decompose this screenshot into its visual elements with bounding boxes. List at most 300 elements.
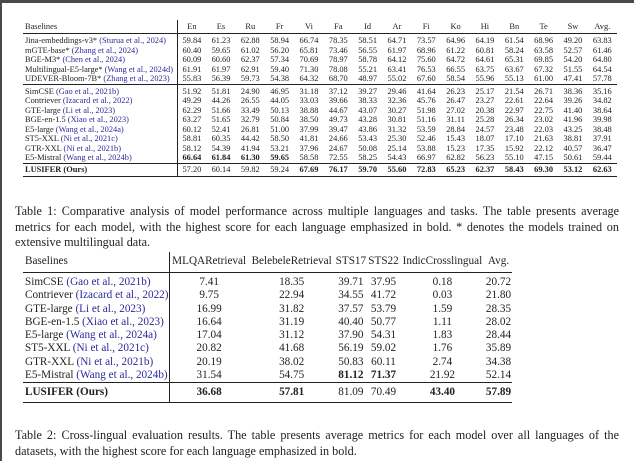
citation-link[interactable]: (Izacard et al., 2022) [75, 289, 169, 302]
score-cell: 61.46 [592, 45, 612, 55]
score-cell: 52.46 [416, 134, 436, 143]
score-cell: 35.89 [485, 342, 512, 355]
score-cell: 66.97 [416, 153, 436, 162]
score-cell: 44.42 [240, 134, 260, 143]
column-header-sw: Sw [567, 21, 579, 31]
score-cell: 58.50 [270, 134, 290, 143]
score-cell: 76.17 [328, 164, 348, 174]
score-cell: 28.35 [485, 302, 512, 315]
score-cell: 63.75 [475, 64, 495, 74]
score-cell: 57.20 [182, 164, 202, 174]
score-cell: 30.81 [387, 115, 407, 124]
score-cell: 76.53 [416, 64, 436, 74]
score-cell: 55.02 [387, 74, 407, 83]
column-header-hi: Hi [480, 21, 490, 31]
score-cell: 59.84 [182, 36, 202, 45]
score-cell: 62.37 [475, 164, 495, 174]
column-header-mlqaretrieval: MLQARetrieval [172, 255, 247, 268]
score-cell: 61.02 [240, 45, 260, 55]
score-cell: 63.67 [504, 64, 524, 74]
score-cell: 68.70 [328, 74, 348, 83]
score-cell: 39.47 [328, 124, 348, 134]
citation-link[interactable]: (Wang et al., 2024d) [104, 64, 174, 74]
score-cell: 53.79 [370, 302, 397, 315]
table-row [23, 125, 617, 135]
table-row [23, 115, 617, 125]
score-cell: 58.43 [504, 164, 524, 174]
score-cell: 43.86 [358, 124, 378, 134]
score-cell: 58.51 [358, 36, 378, 45]
score-cell: 68.96 [534, 36, 554, 45]
row-group-1 [23, 34, 617, 85]
score-cell: 36.68 [196, 386, 222, 399]
score-cell: 81.09 [338, 386, 364, 399]
score-cell: 69.30 [534, 164, 554, 174]
score-cell: 54.39 [211, 143, 231, 153]
baseline-cell [23, 125, 177, 135]
score-cell: 24.90 [240, 86, 260, 96]
score-cell: 60.12 [182, 124, 202, 134]
score-cell: 50.61 [563, 153, 583, 162]
column-header-bn: Bn [509, 21, 520, 31]
model-name: BGE-en-1.5 [25, 315, 80, 328]
table-2-caption: Table 2: Cross-lingual evaluation results. The table presents average metrics for each model over all languages of the datasets, with the highest score for each language emphasized in bold. [15, 428, 619, 458]
score-cell: 1.83 [432, 329, 453, 342]
baseline-cell [23, 273, 169, 290]
score-cell: 18.07 [475, 134, 495, 143]
score-cell: 48.97 [358, 74, 378, 83]
table-row [23, 303, 512, 316]
column-header-indiccrosslingual: IndicCrosslingual [402, 255, 483, 268]
score-cell: 50.84 [270, 115, 290, 124]
score-cell: 38.81 [563, 134, 583, 143]
score-cell: 16.99 [196, 302, 222, 315]
score-cell: 41.68 [279, 342, 305, 355]
score-cell: 50.08 [358, 143, 378, 153]
score-cell: 66.64 [182, 153, 202, 162]
score-cell: 59.40 [270, 64, 290, 74]
column-header-sts17: STS17 [335, 255, 367, 268]
table-1-multilingual-results [23, 20, 617, 177]
score-cell: 36.47 [592, 143, 612, 153]
baseline-cell [23, 383, 169, 403]
score-cell: 61.00 [534, 74, 554, 83]
model-name: SimCSE [25, 86, 54, 96]
score-cell: 50.77 [370, 315, 397, 328]
score-cell: 55.83 [182, 74, 202, 83]
score-cell: 61.30 [240, 153, 260, 162]
score-cell: 59.24 [270, 164, 290, 174]
score-cell: 58.25 [358, 153, 378, 162]
score-cell: 52.41 [211, 124, 231, 134]
score-cell: 58.24 [504, 45, 524, 55]
score-cell: 62.88 [240, 36, 260, 45]
score-cell: 55.60 [387, 164, 407, 174]
citation-link: (Ours) [76, 386, 108, 399]
column-header-ar: Ar [392, 21, 402, 31]
score-cell: 59.65 [270, 153, 290, 162]
score-cell: 37.91 [592, 134, 612, 143]
baseline-cell [23, 303, 169, 316]
citation-link[interactable]: (Wang et al., 2024a) [66, 329, 157, 342]
score-cell: 44.67 [328, 105, 348, 115]
citation-link[interactable]: (Wang et al., 2024a) [55, 124, 124, 134]
citation-link[interactable]: (Gao et al., 2021b) [66, 276, 151, 288]
baseline-cell [23, 153, 177, 163]
score-cell: 32.36 [387, 96, 407, 105]
score-cell: 28.44 [485, 329, 512, 342]
score-cell: 30.27 [387, 105, 407, 115]
score-cell: 73.57 [416, 36, 436, 45]
score-cell: 69.85 [534, 55, 554, 64]
score-cell: 38.48 [592, 124, 612, 134]
score-cell: 63.83 [592, 36, 612, 45]
score-cell: 26.81 [240, 124, 260, 134]
score-cell: 53.43 [358, 134, 378, 143]
score-cell: 37.95 [370, 276, 397, 288]
citation-link[interactable]: (Ni et al., 2021c) [72, 342, 149, 355]
score-cell: 59.02 [370, 342, 397, 355]
score-cell: 55.96 [475, 74, 495, 83]
score-cell: 24.57 [475, 124, 495, 134]
score-cell: 39.26 [563, 96, 583, 105]
model-name: ST5-XXL [25, 342, 70, 355]
score-cell: 28.84 [446, 124, 466, 134]
score-cell: 56.39 [211, 74, 231, 83]
score-cell: 61.23 [211, 36, 231, 45]
score-cell: 31.12 [279, 329, 305, 342]
model-name: GTE-large [25, 105, 61, 115]
score-cell: 38.36 [563, 86, 583, 96]
score-cell: 57.34 [270, 55, 290, 64]
table-row [23, 356, 512, 369]
score-cell: 63.27 [182, 115, 202, 124]
score-cell: 41.81 [299, 134, 319, 143]
table-1-caption: Table 1: Comparative analysis of model performance across multiple languages and tasks. The table presents average metrics for each model, with the highest score for each language emphasized in bold. * denotes the models trained on extensive multilingual data. [15, 204, 619, 249]
score-cell: 67.69 [299, 164, 319, 174]
column-header-fi: Fi [422, 21, 430, 31]
citation-link[interactable]: (Wang et al., 2024b) [76, 369, 168, 382]
score-cell: 26.34 [504, 115, 524, 124]
score-cell: 53.88 [416, 143, 436, 153]
score-cell: 15.23 [446, 143, 466, 153]
score-cell: 41.96 [563, 115, 583, 124]
score-cell: 55.10 [504, 153, 524, 162]
score-cell: 64.19 [475, 36, 495, 45]
citation-link[interactable]: (Zhang et al., 2023) [103, 74, 170, 83]
score-cell: 32.79 [240, 115, 260, 124]
score-cell: 45.76 [416, 96, 436, 105]
table-row [23, 369, 512, 383]
score-cell: 47.15 [534, 153, 554, 162]
score-cell: 37.90 [338, 329, 364, 342]
baseline-cell [23, 55, 177, 65]
score-cell: 31.11 [446, 115, 465, 124]
baseline-cell [23, 316, 169, 329]
score-cell: 1.76 [432, 342, 453, 355]
model-name: GTE-large [25, 302, 73, 315]
score-cell: 38.88 [299, 105, 319, 115]
score-cell: 56.23 [475, 153, 495, 162]
score-cell: 37.12 [328, 86, 348, 96]
score-cell: 66.55 [446, 64, 466, 74]
model-name: UDEVER-Bloom-7B* [25, 74, 102, 83]
score-cell: 75.60 [416, 55, 436, 64]
citation-link[interactable]: (Xiao et al., 2023) [67, 115, 129, 124]
score-cell: 38.02 [279, 355, 305, 368]
score-cell: 71.30 [299, 64, 319, 74]
column-header-ru: Ru [245, 21, 256, 31]
score-cell: 60.09 [182, 55, 202, 64]
score-cell: 56.19 [338, 342, 364, 355]
baseline-cell [23, 329, 169, 342]
model-name: Contriever [25, 289, 73, 302]
score-cell: 39.98 [592, 115, 612, 124]
citation-link[interactable]: (Wang et al., 2024b) [63, 153, 132, 162]
table-row [23, 34, 617, 46]
score-cell: 51.00 [270, 124, 290, 134]
table-row [23, 163, 617, 176]
score-cell: 49.73 [328, 115, 348, 124]
score-cell: 17.04 [196, 329, 222, 342]
score-cell: 65.81 [299, 45, 319, 55]
score-cell: 58.58 [299, 153, 319, 162]
table-2-crosslingual-results [23, 252, 512, 403]
citation-link[interactable]: (Sturua et al., 2024) [99, 36, 166, 45]
table-row [23, 74, 617, 84]
score-cell: 0.03 [432, 289, 453, 302]
baseline-cell [23, 115, 177, 125]
score-cell: 41.72 [370, 289, 397, 302]
table-1-header-row [23, 20, 617, 34]
model-name: BGE-en-1.5 [25, 115, 66, 124]
score-cell: 81.12 [338, 369, 364, 382]
score-cell: 61.54 [504, 36, 524, 45]
score-cell: 65.31 [504, 55, 524, 64]
baseline-cell [23, 134, 177, 144]
citation-link[interactable]: (Xiao et al., 2023) [82, 315, 164, 328]
score-cell: 54.38 [270, 74, 290, 83]
score-cell: 1.59 [432, 302, 453, 315]
score-cell: 53.59 [416, 124, 436, 134]
baseline-cell [23, 34, 177, 46]
table-row [23, 55, 617, 65]
score-cell: 26.47 [446, 96, 466, 105]
baseline-cell [23, 163, 177, 176]
model-name: GTR-XXL [25, 143, 62, 153]
score-cell: 64.96 [446, 36, 466, 45]
score-cell: 40.57 [563, 143, 583, 153]
score-cell: 62.91 [240, 64, 260, 74]
score-cell: 58.12 [182, 143, 202, 153]
baseline-cell [23, 74, 177, 84]
score-cell: 64.80 [592, 55, 612, 64]
score-cell: 66.74 [299, 36, 319, 45]
score-cell: 33.03 [299, 96, 319, 105]
score-cell: 20.72 [485, 276, 512, 288]
score-cell: 22.12 [534, 143, 554, 153]
score-cell: 51.92 [182, 86, 202, 96]
score-cell: 78.08 [328, 64, 348, 74]
score-cell: 26.23 [446, 86, 466, 96]
score-cell: 59.73 [240, 74, 260, 83]
model-name: Jina-embeddings-v3* [25, 36, 98, 45]
citation-link[interactable]: (Izacard et al., 2022) [62, 96, 133, 105]
score-cell: 53.12 [563, 164, 583, 174]
score-cell: 21.80 [485, 289, 512, 302]
baseline-cell [23, 46, 177, 56]
score-cell: 26.71 [534, 86, 554, 96]
score-cell: 52.14 [485, 369, 512, 382]
score-cell: 54.31 [370, 329, 397, 342]
score-cell: 64.32 [299, 74, 319, 83]
score-cell: 57.89 [485, 386, 512, 399]
score-cell: 33.49 [240, 105, 260, 115]
score-cell: 60.11 [371, 355, 396, 368]
score-cell: 62.29 [182, 105, 202, 115]
score-cell: 62.82 [446, 153, 466, 162]
table-row [23, 153, 617, 163]
citation-link[interactable]: (Zhang et al., 2024) [71, 45, 139, 55]
score-cell: 39.27 [358, 86, 378, 96]
score-cell: 59.44 [592, 153, 612, 162]
score-cell: 16.64 [196, 315, 222, 328]
score-cell: 61.84 [211, 153, 231, 162]
score-cell: 2.74 [432, 355, 453, 368]
model-name: LUSIFER [25, 386, 74, 399]
model-name: E5-large [25, 329, 64, 342]
model-name: LUSIFER [25, 164, 62, 174]
score-cell: 15.43 [446, 134, 466, 143]
row-group-2 [23, 84, 617, 163]
score-cell: 67.60 [416, 74, 436, 83]
score-cell: 25.30 [387, 134, 407, 143]
score-cell: 24.66 [328, 134, 348, 143]
citation-link[interactable]: (Gao et al., 2021b) [55, 86, 119, 96]
score-cell: 47.41 [563, 74, 583, 83]
score-cell: 78.97 [328, 55, 348, 64]
score-cell: 72.83 [416, 164, 436, 174]
score-cell: 71.37 [370, 369, 397, 382]
table-row [23, 84, 617, 96]
score-cell: 51.65 [211, 115, 231, 124]
score-cell: 51.55 [563, 64, 583, 74]
score-cell: 20.38 [475, 105, 495, 115]
score-cell: 51.16 [416, 115, 436, 124]
citation-link[interactable]: (Ni et al., 2021b) [76, 355, 154, 368]
column-header-avg: Avg. [594, 21, 611, 31]
score-cell: 34.82 [592, 96, 612, 105]
column-header-fa: Fa [334, 21, 343, 31]
score-cell: 24.67 [328, 143, 348, 153]
score-cell: 50.83 [338, 355, 364, 368]
score-cell: 20.19 [196, 355, 222, 368]
score-cell: 38.64 [592, 105, 612, 115]
score-cell: 54.43 [387, 153, 407, 162]
baseline-cell [23, 106, 177, 116]
baseline-cell [23, 356, 169, 369]
score-cell: 49.29 [182, 96, 202, 105]
score-cell: 15.92 [504, 143, 524, 153]
score-cell: 64.71 [387, 36, 407, 45]
score-cell: 62.37 [240, 55, 260, 64]
column-header-baselines: Baselines [23, 20, 177, 34]
baseline-cell [23, 65, 177, 75]
score-cell: 63.41 [387, 64, 407, 74]
table-row [23, 134, 617, 144]
score-cell: 64.61 [475, 55, 495, 64]
score-cell: 52.57 [563, 45, 583, 55]
score-cell: 43.25 [563, 124, 583, 134]
row-group-3 [23, 163, 617, 176]
table-row [23, 144, 617, 154]
score-cell: 41.40 [563, 105, 583, 115]
baseline-cell [23, 342, 169, 355]
baseline-cell [23, 289, 169, 302]
score-cell: 64.54 [592, 64, 612, 74]
table-row [23, 342, 512, 355]
score-cell: 39.66 [328, 96, 348, 105]
score-cell: 73.46 [328, 45, 348, 55]
score-cell: 43.07 [358, 105, 378, 115]
citation-link[interactable]: (Ni et al., 2021b) [63, 143, 121, 153]
score-cell: 44.05 [270, 96, 290, 105]
column-header-te: Te [539, 21, 548, 31]
row-group-1 [23, 273, 512, 383]
score-cell: 51.98 [416, 105, 436, 115]
score-cell: 54.20 [563, 55, 583, 64]
score-cell: 39.71 [338, 276, 364, 288]
model-name: mGTE-base* [25, 45, 70, 55]
score-cell: 34.38 [485, 355, 512, 368]
citation-link[interactable]: (Li et al., 2023) [62, 105, 116, 115]
score-cell: 34.55 [338, 289, 364, 302]
score-cell: 54.75 [279, 369, 305, 382]
score-cell: 59.70 [358, 164, 378, 174]
model-name: SimCSE [25, 276, 64, 288]
table-row [23, 383, 512, 403]
score-cell: 31.82 [279, 302, 305, 315]
score-cell: 40.40 [338, 315, 364, 328]
table-row [23, 273, 512, 290]
score-cell: 37.99 [299, 124, 319, 134]
score-cell: 50.13 [270, 105, 290, 115]
score-cell: 41.64 [416, 86, 436, 96]
score-cell: 22.75 [534, 105, 554, 115]
score-cell: 57.81 [279, 386, 305, 399]
score-cell: 58.78 [358, 55, 378, 64]
table-2-header-row [23, 252, 512, 273]
score-cell: 60.35 [211, 134, 231, 143]
score-cell: 59.82 [240, 164, 260, 174]
score-cell: 58.81 [182, 134, 202, 143]
citation-link[interactable]: (Ni et al., 2021c) [60, 134, 118, 143]
table-row [23, 46, 617, 56]
column-header-fr: Fr [275, 21, 284, 31]
citation-link[interactable]: (Li et al., 2023) [75, 302, 146, 315]
model-name: E5-Mistral [25, 369, 74, 382]
score-cell: 25.17 [475, 86, 495, 96]
score-cell: 22.94 [279, 289, 305, 302]
score-cell: 22.03 [534, 124, 554, 134]
score-cell: 60.40 [182, 45, 202, 55]
score-cell: 31.32 [387, 124, 407, 134]
citation-link[interactable]: (Chen et al., 2024) [62, 55, 126, 64]
baseline-cell [23, 96, 177, 106]
score-cell: 46.95 [270, 86, 290, 96]
row-group-2 [23, 383, 512, 403]
score-cell: 61.22 [446, 45, 466, 55]
